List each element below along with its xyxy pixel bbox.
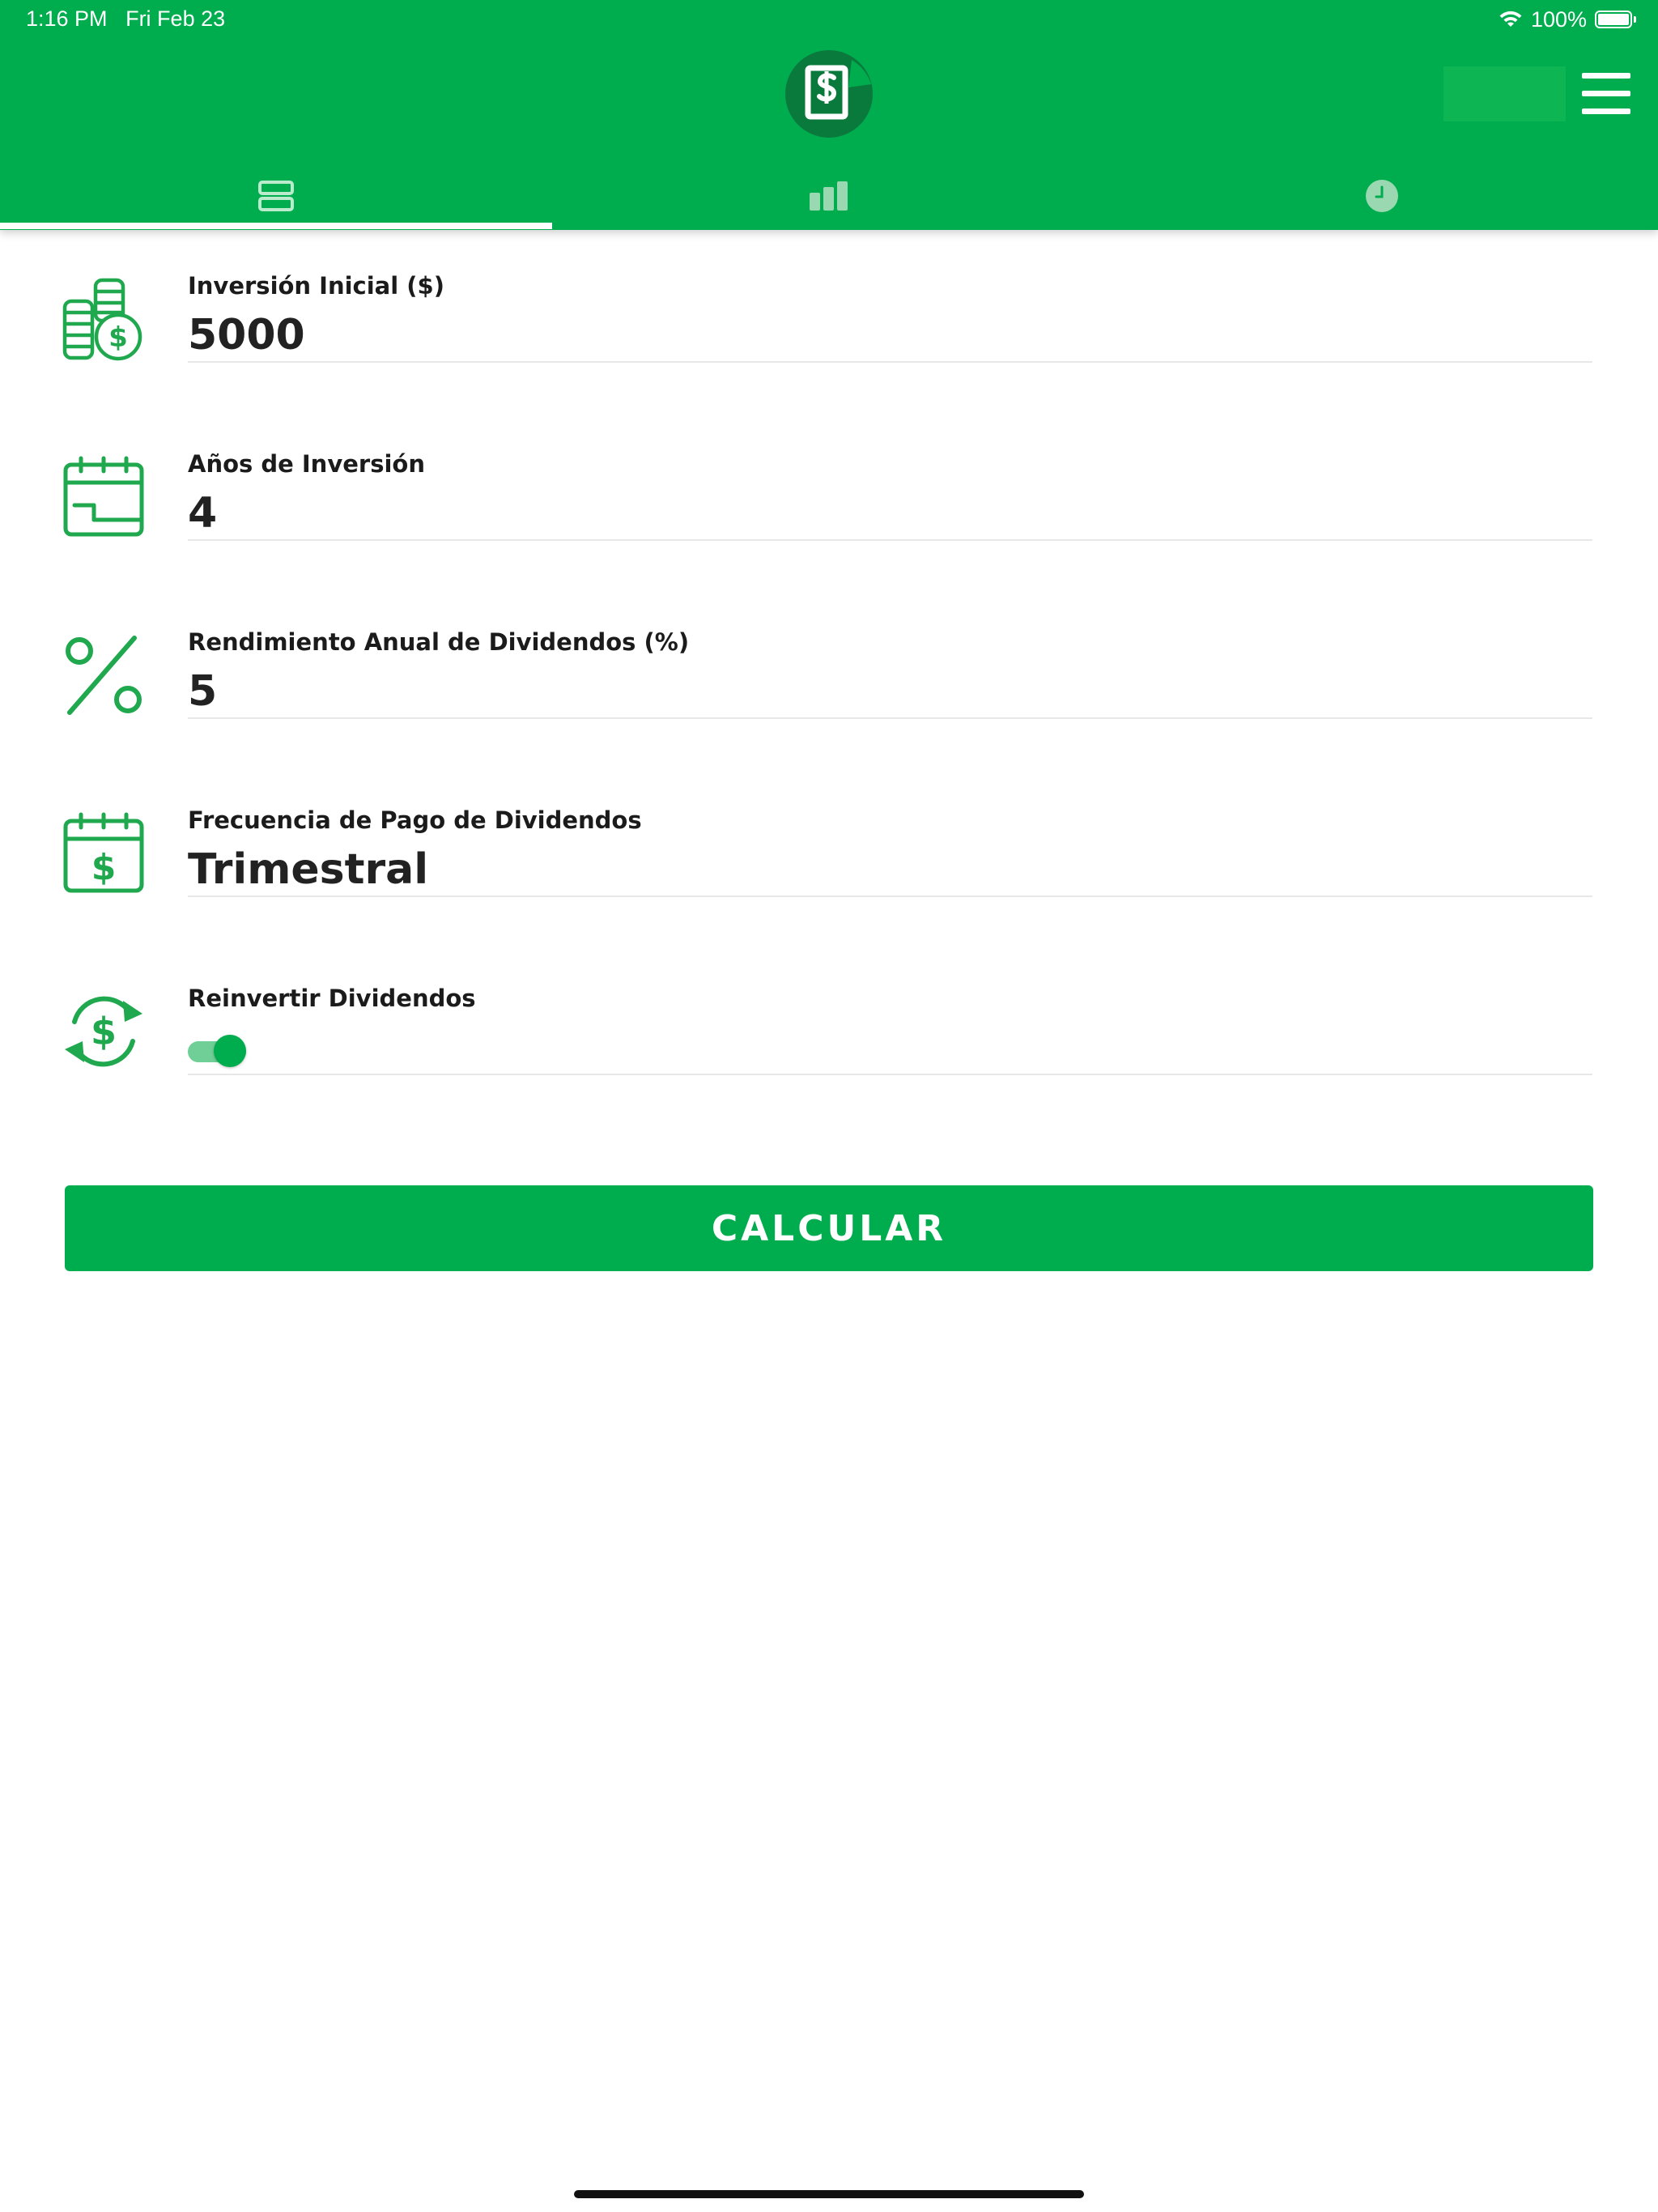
home-indicator[interactable] (574, 2190, 1084, 2198)
yield-label: Rendimiento Anual de Dividendos (%) (188, 628, 690, 656)
frequency-row (0, 764, 1658, 942)
calendar-dollar-icon (62, 811, 146, 895)
initial-investment-underline (188, 361, 1592, 363)
dollar-document-icon (784, 49, 874, 139)
tab-chart[interactable] (553, 162, 1106, 230)
status-right (1499, 6, 1632, 32)
status-clock: 1:16 PM (26, 6, 108, 31)
rows-icon (257, 180, 295, 212)
tab-bar (0, 162, 1658, 230)
toggle-knob (214, 1035, 246, 1067)
battery-percent: 100% (1530, 6, 1587, 32)
status-time (26, 6, 225, 32)
tab-form[interactable] (0, 162, 553, 230)
years-input[interactable]: 4 (188, 489, 218, 538)
tab-history[interactable] (1105, 162, 1658, 230)
battery-icon (1595, 11, 1632, 28)
wifi-icon (1499, 10, 1523, 29)
reinvest-underline (188, 1074, 1592, 1075)
yield-underline (188, 717, 1592, 719)
dollar-cycle-icon (62, 989, 146, 1074)
percent-icon (62, 633, 146, 717)
initial-investment-input[interactable]: 5000 (188, 311, 305, 359)
frequency-label: Frecuencia de Pago de Dividendos (188, 806, 642, 834)
svg-text:$: $ (90, 1010, 117, 1053)
clock-icon (1364, 178, 1400, 214)
reinvest-toggle[interactable] (188, 1032, 249, 1069)
years-label: Años de Inversión (188, 450, 425, 478)
frequency-underline (188, 895, 1592, 897)
bar-chart-icon (808, 180, 850, 212)
tab-indicator (0, 223, 552, 229)
svg-text:$: $ (108, 321, 128, 354)
reinvest-row (0, 942, 1658, 1121)
initial-investment-row (0, 230, 1658, 408)
status-date: Fri Feb 23 (125, 6, 226, 31)
calculate-button[interactable]: CALCULAR (65, 1185, 1593, 1271)
calendar-icon (62, 455, 146, 539)
menu-button[interactable] (1580, 73, 1632, 115)
years-row (0, 408, 1658, 586)
initial-investment-label: Inversión Inicial ($) (188, 272, 444, 300)
app-header (0, 0, 1658, 230)
reinvest-label: Reinvertir Dividendos (188, 985, 476, 1012)
yield-input[interactable]: 5 (188, 667, 218, 716)
yield-row (0, 586, 1658, 764)
frequency-select[interactable]: Trimestral (188, 845, 429, 894)
years-underline (188, 539, 1592, 541)
coins-dollar-icon (62, 277, 146, 361)
ad-slot[interactable] (1443, 66, 1566, 121)
svg-text:$: $ (91, 847, 117, 888)
